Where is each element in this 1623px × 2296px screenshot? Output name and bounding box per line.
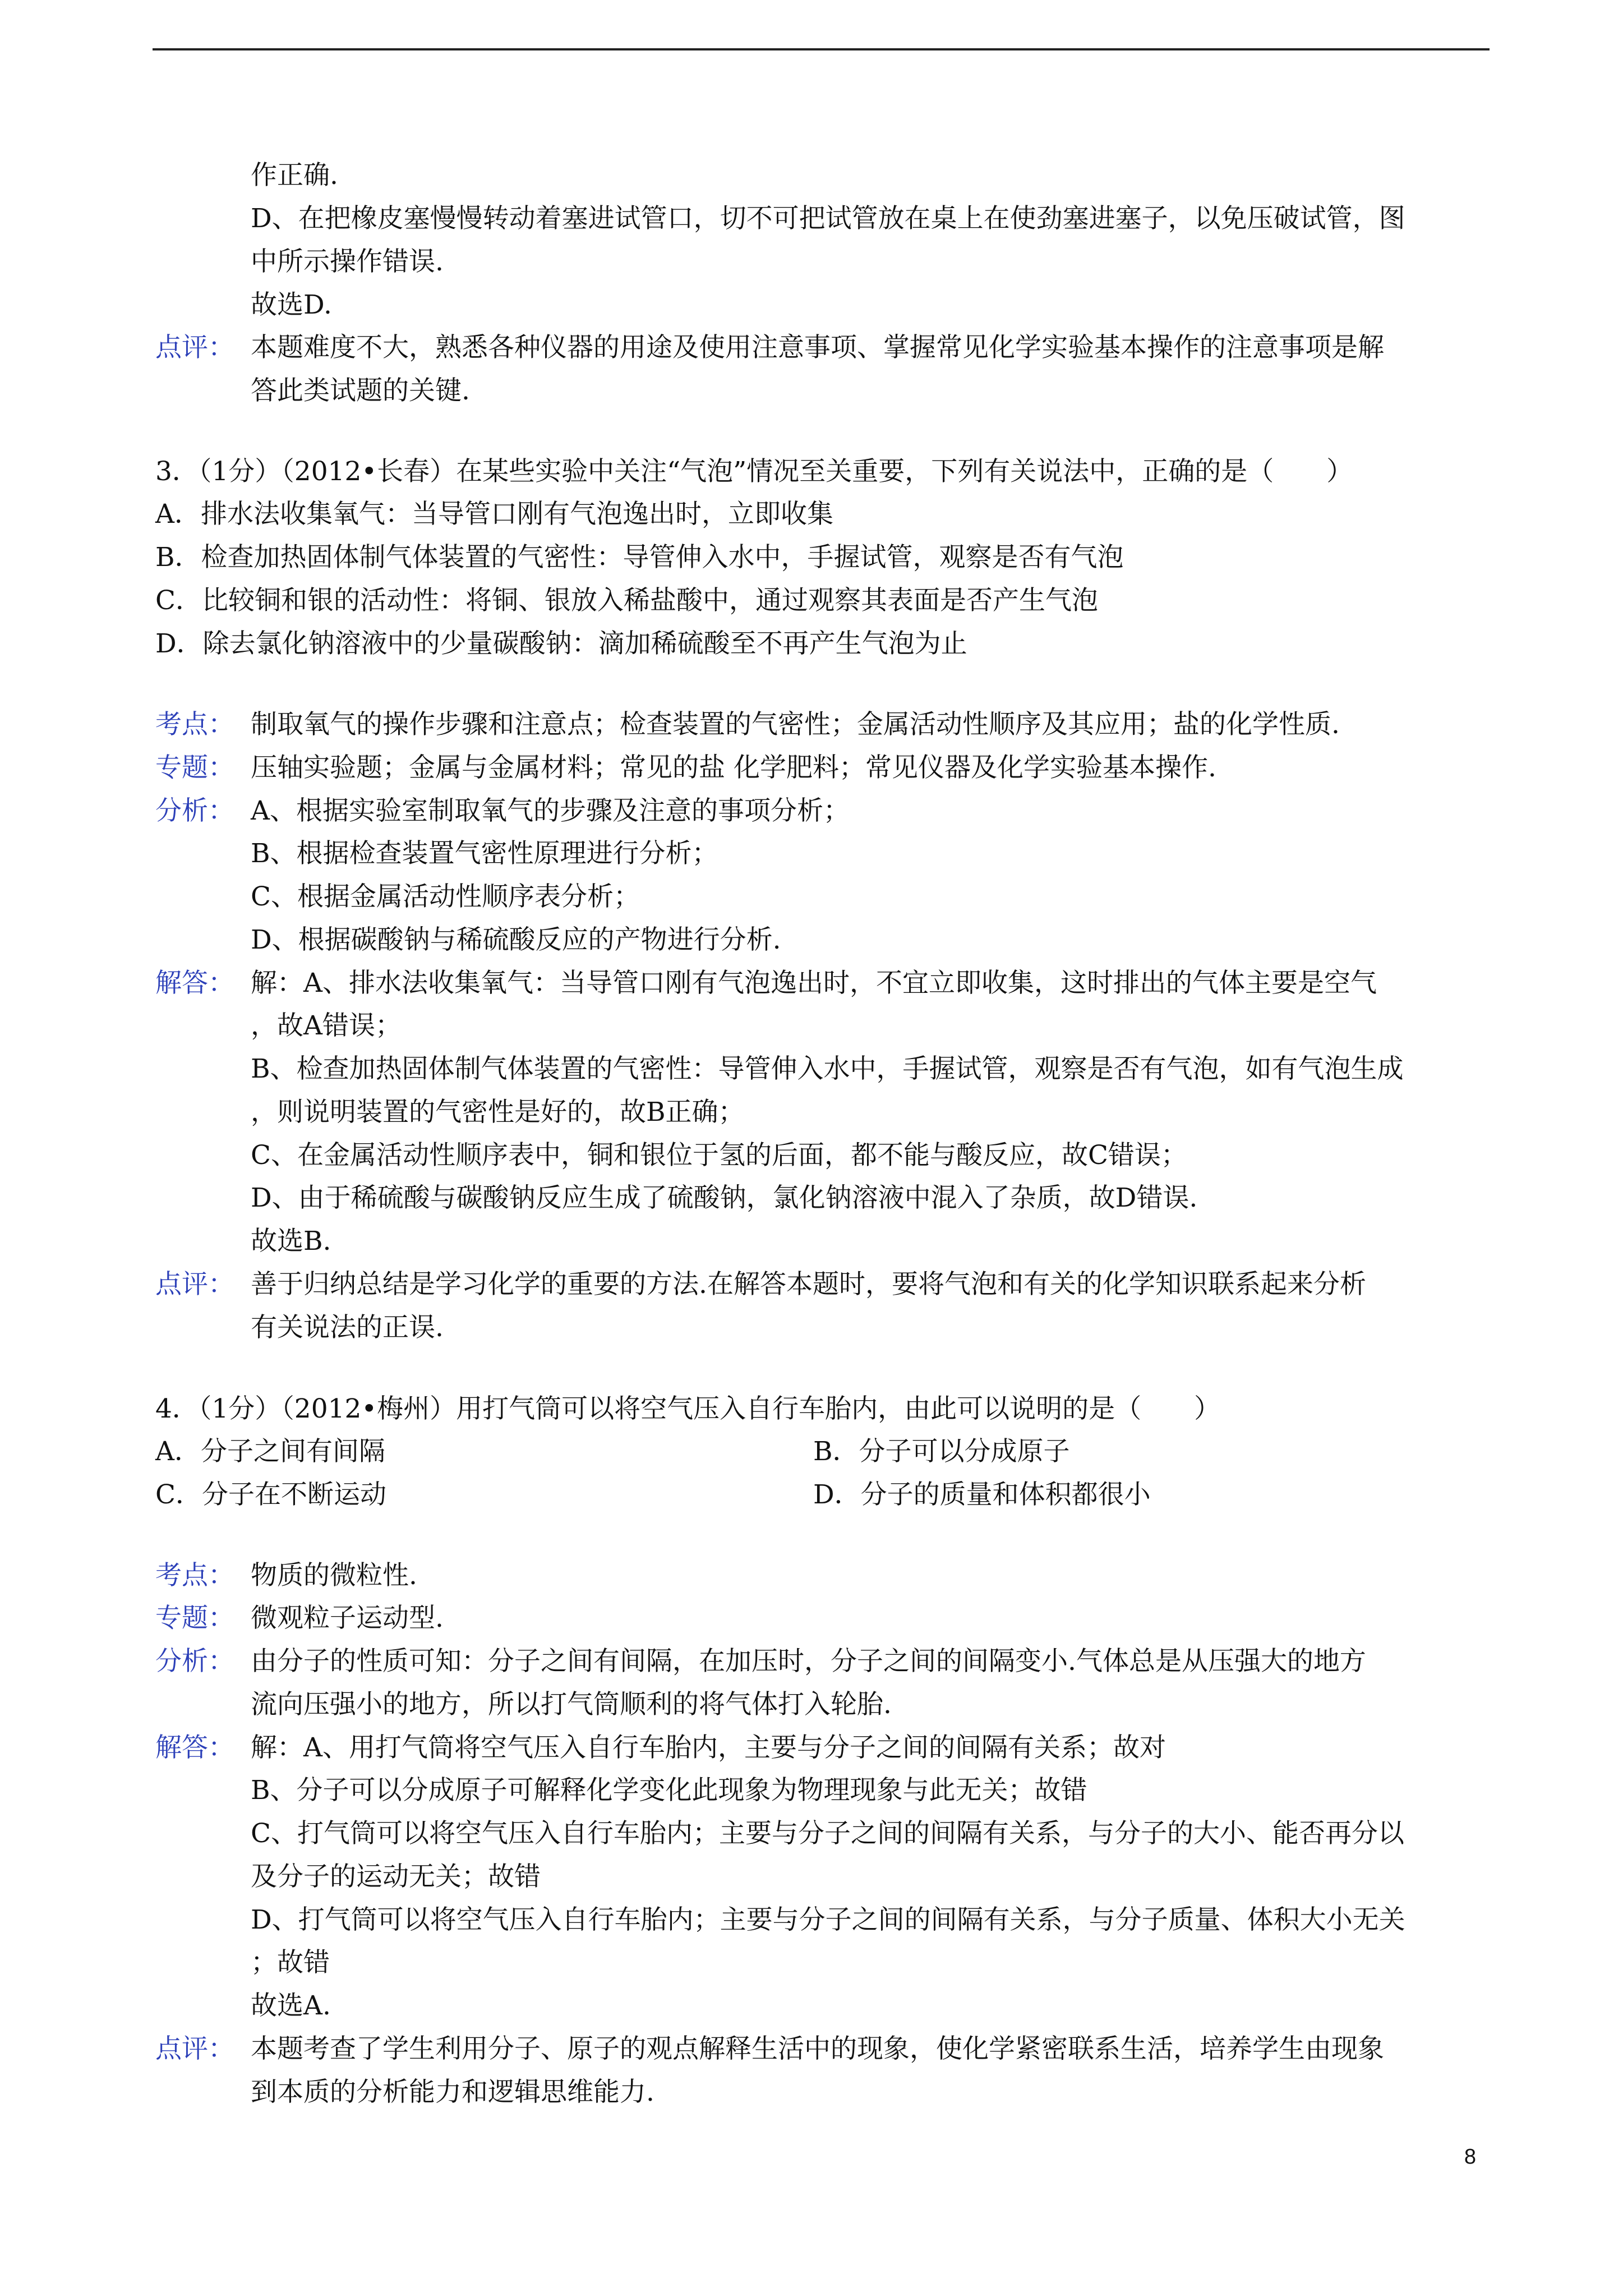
jieda-text: 及分子的运动无关；故错 bbox=[251, 1861, 541, 1892]
jieda-text: C、在金属活动性顺序表中，铜和银位于氢的后面，都不能与酸反应，故C错误； bbox=[251, 1140, 1187, 1171]
dianping-label: 点评： bbox=[155, 2033, 234, 2064]
jieda-text: 故选A. bbox=[251, 1990, 331, 2021]
jieda-text: C、打气筒可以将空气压入自行车胎内；主要与分子之间的间隔有关系，与分子的大小、能否再分以 bbox=[251, 1818, 1404, 1849]
jieda-label: 解答： bbox=[155, 1732, 234, 1763]
jieda-text: B、分子可以分成原子可解释化学变化此现象为物理现象与此无关；故错 bbox=[251, 1775, 1087, 1806]
prev-answer-line: 作正确. bbox=[251, 160, 338, 191]
prev-answer-line: 故选D. bbox=[251, 289, 332, 320]
question-3-stem: 3．（1分）（2012•长春）在某些实验中关注“气泡”情况至关重要，下列有关说法中，正确的是（ ） bbox=[155, 456, 1353, 487]
zhuanti-text: 微观粒子运动型. bbox=[251, 1603, 444, 1634]
jieda-text: 解：A、用打气筒将空气压入自行车胎内，主要与分子之间的间隔有关系；故对 bbox=[251, 1732, 1166, 1763]
fenxi-text: 由分子的性质可知：分子之间有间隔，在加压时，分子之间的间隔变小.气体总是从压强大的地方 bbox=[251, 1646, 1366, 1677]
kaodian-text: 物质的微粒性. bbox=[251, 1560, 417, 1591]
question-4-option-d: D．分子的质量和体积都很小 bbox=[813, 1479, 1151, 1510]
header-rule bbox=[153, 48, 1490, 50]
review-text: 答此类试题的关键. bbox=[251, 375, 470, 406]
question-4-option-b: B．分子可以分成原子 bbox=[813, 1436, 1070, 1467]
question-3-option-a: A．排水法收集氧气：当导管口刚有气泡逸出时，立即收集 bbox=[155, 499, 833, 530]
jieda-text: ；故错 bbox=[251, 1947, 330, 1978]
page-number: 8 bbox=[1464, 2145, 1476, 2169]
fenxi-label: 分析： bbox=[155, 1646, 234, 1677]
fenxi-text: C、根据金属活动性顺序表分析； bbox=[251, 881, 640, 912]
prev-answer-line: D、在把橡皮塞慢慢转动着塞进试管口，切不可把试管放在桌上在使劲塞进塞子，以免压破试管，图 bbox=[251, 203, 1405, 234]
zhuanti-text: 压轴实验题；金属与金属材料；常见的盐 化学肥料；常见仪器及化学实验基本操作. bbox=[251, 752, 1216, 783]
dianping-text: 善于归纳总结是学习化学的重要的方法.在解答本题时，要将气泡和有关的化学知识联系起来分析 bbox=[251, 1269, 1366, 1300]
fenxi-text: 流向压强小的地方，所以打气筒顺利的将气体打入轮胎. bbox=[251, 1689, 892, 1720]
jieda-text: ，则说明装置的气密性是好的，故B正确； bbox=[251, 1097, 745, 1128]
question-3-option-d: D．除去氯化钠溶液中的少量碳酸钠：滴加稀硫酸至不再产生气泡为止 bbox=[155, 628, 967, 659]
fenxi-text: A、根据实验室制取氧气的步骤及注意的事项分析； bbox=[251, 795, 850, 826]
dianping-text: 本题考查了学生利用分子、原子的观点解释生活中的现象，使化学紧密联系生活，培养学生由现象 bbox=[251, 2033, 1384, 2064]
prev-answer-line: 中所示操作错误. bbox=[251, 246, 444, 277]
jieda-text: B、检查加热固体制气体装置的气密性：导管伸入水中，手握试管，观察是否有气泡，如有气泡生成 bbox=[251, 1053, 1404, 1084]
question-3-option-b: B．检查加热固体制气体装置的气密性：导管伸入水中，手握试管，观察是否有气泡 bbox=[155, 542, 1124, 573]
zhuanti-label: 专题： bbox=[155, 752, 234, 783]
fenxi-label: 分析： bbox=[155, 795, 234, 826]
question-4-option-a: A．分子之间有间隔 bbox=[155, 1436, 385, 1467]
review-text: 本题难度不大，熟悉各种仪器的用途及使用注意事项、掌握常见化学实验基本操作的注意事项是解 bbox=[251, 332, 1384, 363]
question-3-option-c: C．比较铜和银的活动性：将铜、银放入稀盐酸中，通过观察其表面是否产生气泡 bbox=[155, 585, 1098, 616]
question-4-stem: 4．（1分）（2012•梅州）用打气筒可以将空气压入自行车胎内，由此可以说明的是（ ） bbox=[155, 1393, 1221, 1424]
jieda-text: ，故A错误； bbox=[251, 1010, 402, 1041]
dianping-text: 有关说法的正误. bbox=[251, 1312, 444, 1343]
jieda-label: 解答： bbox=[155, 968, 234, 999]
jieda-text: 解：A、排水法收集氧气：当导管口刚有气泡逸出时，不宜立即收集，这时排出的气体主要是空气 bbox=[251, 968, 1377, 999]
kaodian-label: 考点： bbox=[155, 1560, 234, 1591]
kaodian-text: 制取氧气的操作步骤和注意点；检查装置的气密性；金属活动性顺序及其应用；盐的化学性质. bbox=[251, 709, 1340, 740]
kaodian-label: 考点： bbox=[155, 709, 234, 740]
jieda-text: 故选B. bbox=[251, 1226, 331, 1257]
fenxi-text: B、根据检查装置气密性原理进行分析； bbox=[251, 838, 718, 869]
dianping-text: 到本质的分析能力和逻辑思维能力. bbox=[251, 2077, 654, 2108]
jieda-text: D、打气筒可以将空气压入自行车胎内；主要与分子之间的间隔有关系，与分子质量、体积大小无关 bbox=[251, 1904, 1405, 1935]
fenxi-text: D、根据碳酸钠与稀硫酸反应的产物进行分析. bbox=[251, 924, 781, 955]
zhuanti-label: 专题： bbox=[155, 1603, 234, 1634]
review-label: 点评： bbox=[155, 332, 234, 363]
jieda-text: D、由于稀硫酸与碳酸钠反应生成了硫酸钠，氯化钠溶液中混入了杂质，故D错误. bbox=[251, 1182, 1198, 1213]
dianping-label: 点评： bbox=[155, 1269, 234, 1300]
question-4-option-c: C．分子在不断运动 bbox=[155, 1479, 386, 1510]
